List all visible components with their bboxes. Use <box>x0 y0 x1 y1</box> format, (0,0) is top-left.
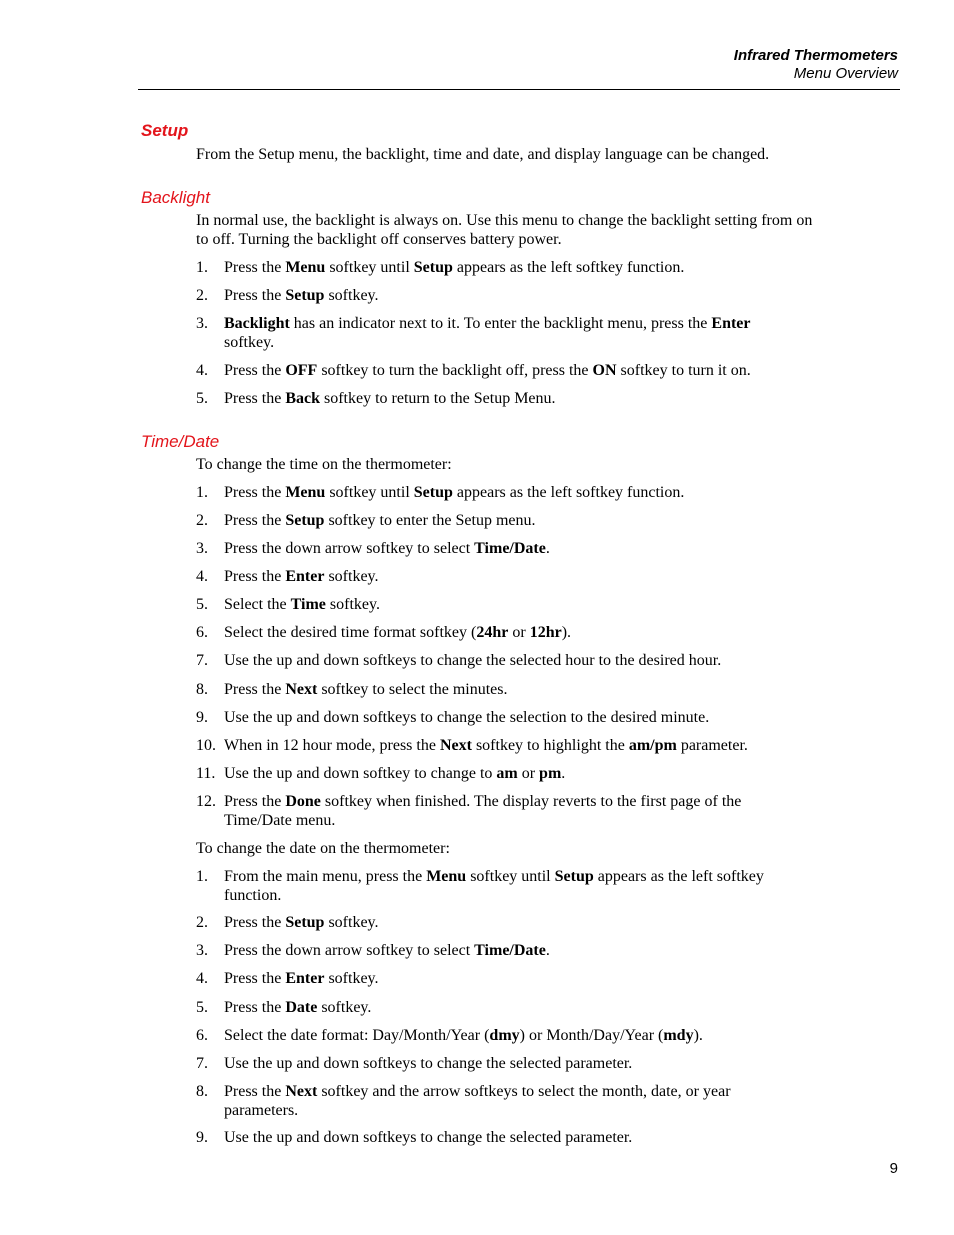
time-step-1 <box>196 484 796 503</box>
step-number: 4. <box>196 362 208 379</box>
running-header <box>734 47 898 83</box>
time-step-6 <box>196 624 796 643</box>
backlight-step-1 <box>196 259 796 278</box>
step-number: 4. <box>196 568 208 585</box>
step-number: 7. <box>196 652 208 669</box>
step-text: Press the Back softkey to return to the Setup Menu. <box>224 390 556 407</box>
step-text: Press the Done softkey when finished. The display reverts to the first page of the Time/Date menu. <box>224 793 742 829</box>
step-number: 6. <box>196 1027 208 1044</box>
header-subtitle: Menu Overview <box>793 65 898 82</box>
step-number: 8. <box>196 1083 208 1100</box>
step-text: Press the Next softkey to select the minutes. <box>224 681 508 698</box>
step-text: Select the desired time format softkey (24hr or 12hr). <box>224 624 572 641</box>
step-number: 5. <box>196 390 208 407</box>
step-text: From the main menu, press the Menu softkey until Setup appears as the left softkey function. <box>224 868 764 904</box>
step-number: 7. <box>196 1055 208 1072</box>
step-text: When in 12 hour mode, press the Next softkey to highlight the am/pm parameter. <box>224 737 748 754</box>
date-step-3 <box>196 942 796 961</box>
header-title: Infrared Thermometers <box>733 47 898 64</box>
time-intro: To change the time on the thermometer: <box>196 456 452 473</box>
time-step-10 <box>196 737 796 756</box>
step-number: 2. <box>196 914 208 931</box>
time-step-2 <box>196 512 796 531</box>
time-step-4 <box>196 568 796 587</box>
backlight-intro: In normal use, the backlight is always on. Use this menu to change the backlight setting from on to off. Turning the backlight off conserves battery power. <box>196 212 813 248</box>
step-text: Press the Menu softkey until Setup appears as the left softkey function. <box>224 484 685 501</box>
page-number: 9 <box>889 1160 898 1177</box>
step-text: Press the Enter softkey. <box>224 568 379 585</box>
step-text: Use the up and down softkeys to change the selected parameter. <box>224 1055 633 1072</box>
date-step-5 <box>196 999 796 1018</box>
date-step-8 <box>196 1083 796 1120</box>
setup-intro: From the Setup menu, the backlight, time and date, and display language can be changed. <box>196 146 770 163</box>
step-number: 4. <box>196 970 208 987</box>
heading-setup: Setup <box>141 121 189 140</box>
step-text: Press the Setup softkey. <box>224 287 379 304</box>
date-step-9 <box>196 1129 796 1148</box>
step-number: 5. <box>196 596 208 613</box>
heading-timedate: Time/Date <box>141 432 220 451</box>
step-text: Press the OFF softkey to turn the backlight off, press the ON softkey to turn it on. <box>224 362 751 379</box>
step-number: 9. <box>196 709 208 726</box>
step-text: Use the up and down softkey to change to am or pm. <box>224 765 566 782</box>
step-text: Press the down arrow softkey to select Time/Date. <box>224 942 550 959</box>
step-number: 6. <box>196 624 208 641</box>
time-step-12 <box>196 793 796 830</box>
step-text: Press the Next softkey and the arrow softkeys to select the month, date, or year parameters. <box>224 1083 731 1119</box>
date-step-2 <box>196 914 796 933</box>
step-number: 3. <box>196 540 208 557</box>
date-step-7 <box>196 1055 796 1074</box>
backlight-step-5 <box>196 390 796 409</box>
step-text: Use the up and down softkeys to change the selected parameter. <box>224 1129 633 1146</box>
backlight-step-3 <box>196 315 796 352</box>
step-text: Press the Setup softkey to enter the Setup menu. <box>224 512 536 529</box>
step-text: Press the Menu softkey until Setup appears as the left softkey function. <box>224 259 685 276</box>
date-step-4 <box>196 970 796 989</box>
step-number: 1. <box>196 259 208 276</box>
time-step-11 <box>196 765 796 784</box>
header-rule <box>138 89 900 90</box>
step-number: 5. <box>196 999 208 1016</box>
step-number: 11. <box>196 765 216 782</box>
step-number: 9. <box>196 1129 208 1146</box>
heading-backlight: Backlight <box>141 188 210 207</box>
backlight-step-2 <box>196 287 796 306</box>
time-step-3 <box>196 540 796 559</box>
date-step-6 <box>196 1027 796 1046</box>
step-number: 1. <box>196 868 208 885</box>
step-number: 12. <box>196 793 216 810</box>
step-text: Use the up and down softkeys to change the selection to the desired minute. <box>224 709 710 726</box>
step-number: 8. <box>196 681 208 698</box>
time-step-8 <box>196 681 796 700</box>
step-text: Press the Enter softkey. <box>224 970 379 987</box>
step-number: 3. <box>196 942 208 959</box>
step-text: Backlight has an indicator next to it. To enter the backlight menu, press the Enter softkey. <box>224 315 751 351</box>
step-number: 2. <box>196 512 208 529</box>
step-text: Press the down arrow softkey to select Time/Date. <box>224 540 550 557</box>
date-step-1 <box>196 868 796 905</box>
time-step-9 <box>196 709 796 728</box>
step-text: Press the Date softkey. <box>224 999 372 1016</box>
step-text: Select the date format: Day/Month/Year (dmy) or Month/Day/Year (mdy). <box>224 1027 703 1044</box>
step-number: 10. <box>196 737 216 754</box>
time-step-5 <box>196 596 796 615</box>
step-text: Press the Setup softkey. <box>224 914 379 931</box>
time-step-7 <box>196 652 796 671</box>
step-number: 1. <box>196 484 208 501</box>
step-text: Use the up and down softkeys to change the selected hour to the desired hour. <box>224 652 722 669</box>
backlight-step-4 <box>196 362 796 381</box>
step-number: 2. <box>196 287 208 304</box>
step-number: 3. <box>196 315 208 332</box>
date-intro: To change the date on the thermometer: <box>196 840 450 857</box>
step-text: Select the Time softkey. <box>224 596 380 613</box>
